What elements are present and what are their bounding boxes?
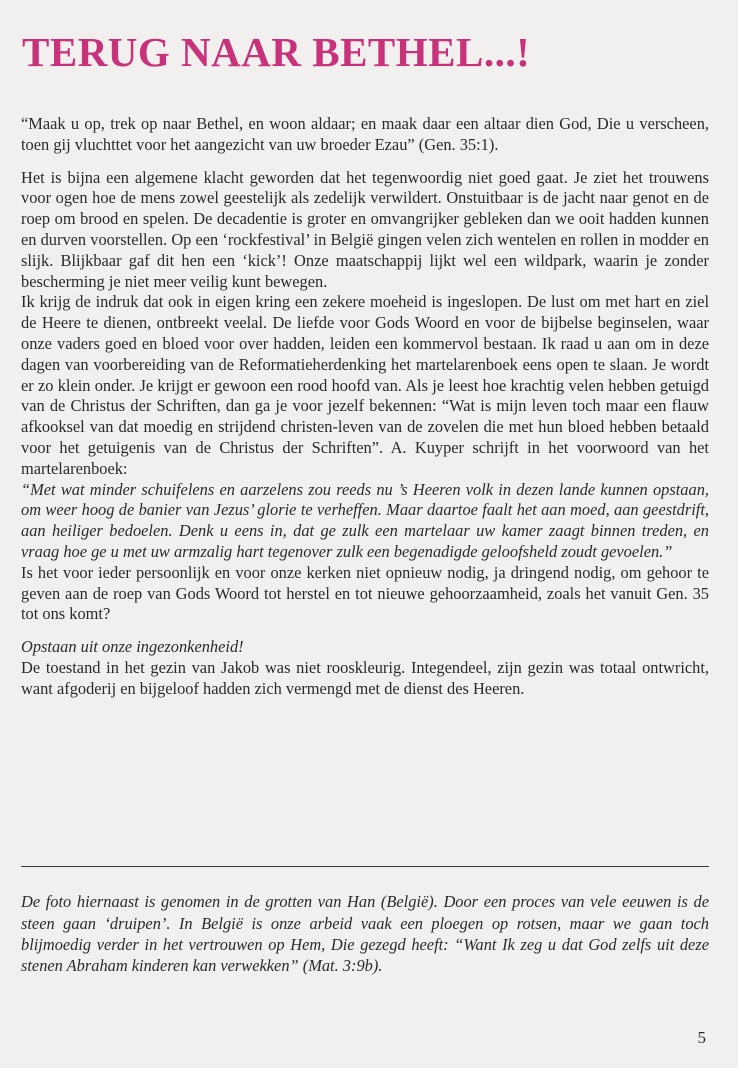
paragraph: Is het voor ieder persoonlijk en voor onze kerken niet opnieuw nodig, ja dringend nodig, om gehoor te geven aan de roep van Gods Woord tot herstel en tot nieuwe gehoorzaamheid, zoals het vanuit Gen. 35 tot ons komt? [21,562,709,624]
paragraph: De toestand in het gezin van Jakob was niet rooskleurig. Integendeel, zijn gezin was totaal ontwricht, want afgoderij en bijgeloof hadden zich vermengd met de dienst des Heeren. [21,657,709,698]
subheading: Opstaan uit onze ingezonkenheid! [21,637,244,657]
paragraph: Ik krijg de indruk dat ook in eigen kring een zekere moeheid is ingeslopen. De lust om met hart en ziel de Heere te dienen, ontbreekt veelal. De liefde voor Gods Woord en voor de bijbelse beginselen, waar onze vaders goed en bloed voor over hadden, leiden een kommervol bestaan. Ik raad u aan om in deze dagen van voorbereiding van de Reformatieherdenking het martelarenboek eens open te slaan. Je wordt er zo klein onder. Je krijgt er gewoon een rood hoofd van. Als je leest hoe krachtig velen hebben getuigd van de Christus der Schriften, dan ga je voor jezelf bekennen: “Wat is mijn leven toch maar een flauw afkooksel van dat moedig en strijdend christen-leven van de zovelen die met hun bloed hebben betaald voor het getuigenis van de Christus der Schriften”. A. Kuyper schrijft in het voorwoord van het martelarenboek: [21,292,709,478]
page-number: 5 [697,1028,706,1047]
opening-quote: “Maak u op, trek op naar Bethel, en woon aldaar; en maak daar een altaar dien God, Die u verscheen, toen gij vluchttet voor het aangezicht van uw broeder Ezau” (Gen. 35:1). [21,114,709,154]
article-body [21,114,709,700]
kuyper-quote: “Met wat minder schuifelens en aarzelens zou reeds nu ’s Heeren volk in dezen lande kunnen opstaan, om weer hoog de banier van Jezus’ glorie te verheffen. Maar daartoe faalt het aan moed, aan geestdrift, aan heiliger bedoelen. Denk u eens in, dat ge zulk een martelaar uw kamer zaagt binnen treden, en vraag hoe ge u met uw armzalig hart tegenover zulk een begenadigde geloofsheld zoudt gevoelen.” [21,479,709,561]
paragraph: Het is bijna een algemene klacht geworden dat het tegenwoordig niet goed gaat. Je ziet het trouwens voor ogen hoe de mens zowel geestelijk als zedelijk verwildert. Onstuitbaar is de jacht naar genot en de roep om brood en spelen. De decadentie is groter en omvangrijker gebleken dan we ooit hadden kunnen en durven voorstellen. Op een ‘rockfestival’ in België gingen velen zich wentelen en rollen in modder en slijk. Blijkbaar gaf dit hen een ‘kick’! Onze maatschappij lijkt wel een wildpark, waarin je zonder bescherming je niet meer veilig kunt bewegen. [21,167,709,291]
photo-caption: De foto hiernaast is genomen in de grotten van Han (België). Door een proces van vele eeuwen is de steen gaan ‘druipen’. In België is onze arbeid vaak een ploegen op rotsen, maar we gaan toch blijmoedig verder in het vertrouwen op Hem, Die gezegd heeft: “Want Ik zeg u dat God zelfs uit deze stenen Abraham kinderen kan verwekken” (Mat. 3:9b). [21,892,709,975]
divider [21,866,709,867]
page-title: TERUG NAAR BETHEL...! [22,29,531,75]
